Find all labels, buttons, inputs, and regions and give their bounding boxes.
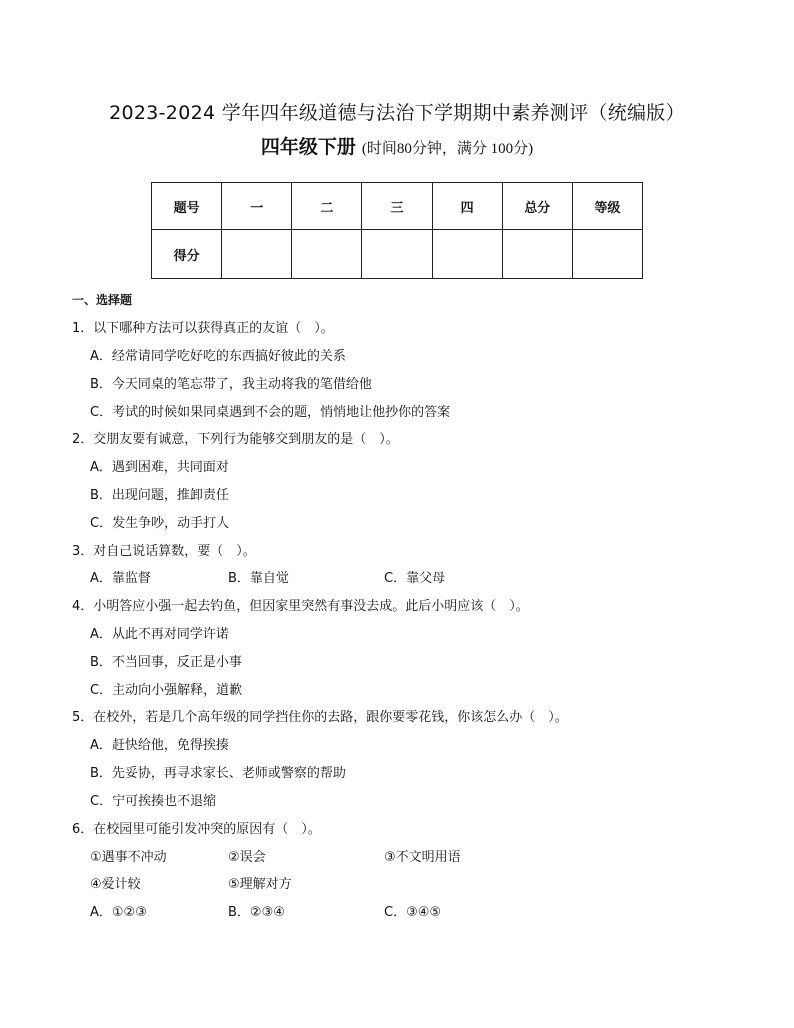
question-option: A．靠监督 — [90, 571, 151, 586]
question-stem: 1．以下哪种方法可以获得真正的友谊（ ）。 — [72, 321, 334, 336]
question-stem: 5．在校外，若是几个高年级的同学挡住你的去路，跟你要零花钱，你该怎么办（ ）。 — [72, 710, 568, 725]
score-header-cell: 四 — [432, 183, 502, 230]
score-header-cell: 等级 — [572, 183, 642, 230]
score-row-label: 得分 — [152, 230, 222, 279]
question-option: C．发生争吵，动手打人 — [90, 516, 230, 531]
score-table-score-row — [152, 230, 643, 279]
question-option: C．③④⑤ — [384, 905, 442, 920]
question-option: B．不当回事，反正是小事 — [90, 655, 242, 670]
question-item: ①遇事不冲动 — [90, 850, 167, 865]
question-stem: 3．对自己说话算数，要（ ）。 — [72, 544, 256, 559]
time-score-note: (时间80分钟，满分 100分) — [361, 141, 534, 157]
question-stem: 2．交朋友要有诚意，下列行为能够交到朋友的是（ ）。 — [72, 432, 399, 447]
exam-title: 2023-2024 学年四年级道德与法治下学期期中素养测评（统编版） — [109, 102, 685, 124]
question-option: A．从此不再对同学许诺 — [90, 627, 229, 642]
score-cell — [362, 230, 432, 279]
question-item: ③不文明用语 — [384, 850, 461, 865]
score-table-header-row — [152, 183, 643, 230]
question-option: C．靠父母 — [384, 571, 446, 586]
question-option: A．赶快给他，免得挨揍 — [90, 738, 229, 753]
question-option: B．今天同桌的笔忘带了，我主动将我的笔借给他 — [90, 377, 372, 392]
question-option: A．经常请同学吃好吃的东西搞好彼此的关系 — [90, 349, 346, 364]
score-header-cell: 二 — [292, 183, 362, 230]
question-option: C．考试的时候如果同桌遇到不会的题，悄悄地让他抄你的答案 — [90, 405, 451, 420]
question-item: ④爱计较 — [90, 877, 141, 892]
question-stem: 6．在校园里可能引发冲突的原因有（ ）。 — [72, 822, 321, 837]
score-cell — [432, 230, 502, 279]
question-option: B．靠自觉 — [228, 571, 289, 586]
question-option: A．遇到困难，共同面对 — [90, 460, 229, 475]
score-cell — [572, 230, 642, 279]
question-item: ⑤理解对方 — [228, 877, 292, 892]
question-option: B．②③④ — [228, 905, 285, 920]
grade-volume: 四年级下册 — [260, 136, 356, 158]
score-cell — [292, 230, 362, 279]
score-header-cell: 三 — [362, 183, 432, 230]
exam-subtitle — [0, 132, 794, 159]
question-stem: 4．小明答应小强一起去钓鱼，但因家里突然有事没去成。此后小明应该（ ）。 — [72, 599, 529, 614]
score-cell — [222, 230, 292, 279]
section-title: 一、选择题 — [72, 293, 133, 307]
score-header-cell: 题号 — [152, 183, 222, 230]
score-cell — [502, 230, 572, 279]
question-option: B．出现问题，推卸责任 — [90, 488, 229, 503]
question-option: C．宁可挨揍也不退缩 — [90, 794, 217, 809]
question-option: C．主动向小强解释，道歉 — [90, 683, 243, 698]
question-item: ②误会 — [228, 850, 266, 865]
score-table — [151, 182, 643, 279]
score-header-cell: 一 — [222, 183, 292, 230]
score-header-cell: 总分 — [502, 183, 572, 230]
question-option: B．先妥协，再寻求家长、老师或警察的帮助 — [90, 766, 346, 781]
question-option: A．①②③ — [90, 905, 147, 920]
